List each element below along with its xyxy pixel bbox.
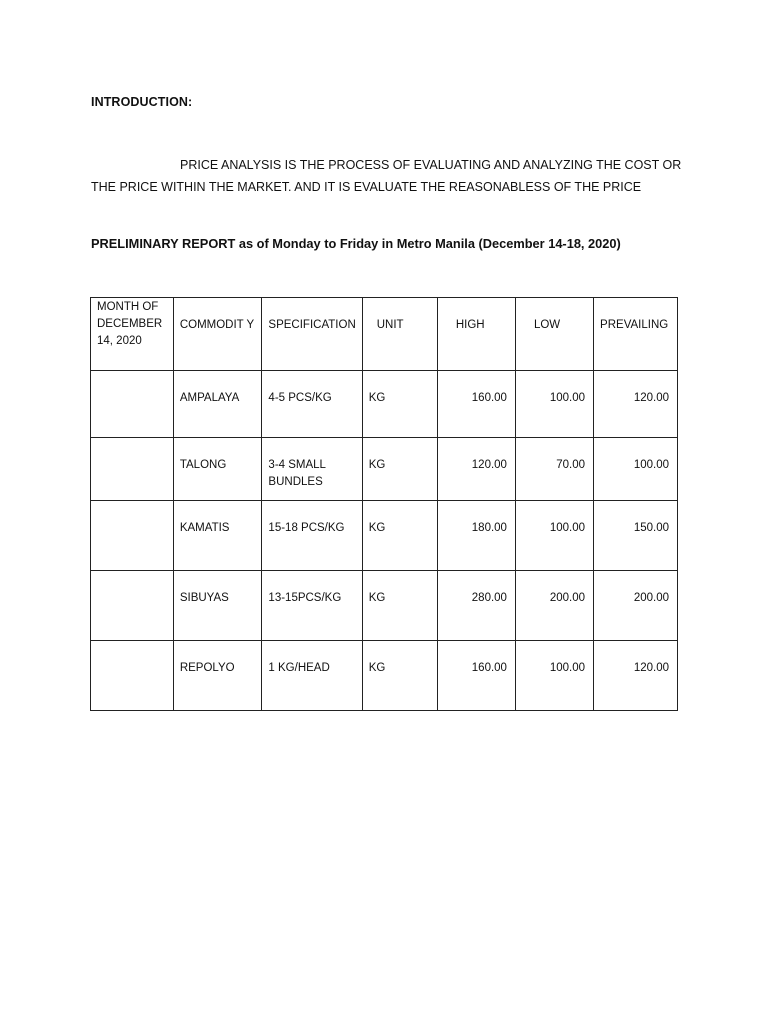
table-row [91, 438, 678, 501]
cell-low: 100.00 [515, 641, 593, 711]
cell-prevailing: 120.00 [594, 371, 678, 438]
cell-prevailing: 150.00 [594, 501, 678, 571]
header-unit: UNIT [362, 298, 437, 371]
header-prevailing: PREVAILING [594, 298, 678, 371]
cell-low: 200.00 [515, 571, 593, 641]
cell-specification: 1 KG/HEAD [262, 641, 362, 711]
cell-unit: KG [362, 438, 437, 501]
cell-unit: KG [362, 571, 437, 641]
cell-unit: KG [362, 371, 437, 438]
cell-high: 160.00 [437, 371, 515, 438]
cell-commodity: SIBUYAS [173, 571, 262, 641]
header-commodity: COMMODIT Y [173, 298, 262, 371]
cell-low: 100.00 [515, 371, 593, 438]
cell-prevailing: 100.00 [594, 438, 678, 501]
cell-prevailing: 120.00 [594, 641, 678, 711]
header-low: LOW [515, 298, 593, 371]
cell-unit: KG [362, 641, 437, 711]
cell-month [91, 371, 174, 438]
cell-high: 160.00 [437, 641, 515, 711]
cell-commodity: REPOLYO [173, 641, 262, 711]
cell-month [91, 438, 174, 501]
cell-commodity: KAMATIS [173, 501, 262, 571]
cell-high: 120.00 [437, 438, 515, 501]
cell-high: 280.00 [437, 571, 515, 641]
table-row [91, 501, 678, 571]
cell-month [91, 501, 174, 571]
cell-month [91, 571, 174, 641]
price-table [90, 297, 678, 711]
table-row [91, 641, 678, 711]
cell-specification: 4-5 PCS/KG [262, 371, 362, 438]
cell-commodity: AMPALAYA [173, 371, 262, 438]
table-row [91, 571, 678, 641]
paragraph-line-2: THE PRICE WITHIN THE MARKET. AND IT IS EVALUATE THE REASONABLESS OF THE PRICE [91, 180, 642, 194]
table-header-row [91, 298, 678, 371]
header-specification: SPECIFICATION [262, 298, 362, 371]
introduction-paragraph [91, 154, 691, 198]
cell-month [91, 641, 174, 711]
cell-unit: KG [362, 501, 437, 571]
cell-low: 70.00 [515, 438, 593, 501]
header-high: HIGH [437, 298, 515, 371]
cell-high: 180.00 [437, 501, 515, 571]
cell-specification: 15-18 PCS/KG [262, 501, 362, 571]
cell-specification: 13-15PCS/KG [262, 571, 362, 641]
cell-low: 100.00 [515, 501, 593, 571]
paragraph-line-1: PRICE ANALYSIS IS THE PROCESS OF EVALUATING AND ANALYZING THE COST OR [180, 158, 682, 172]
introduction-heading: INTRODUCTION: [91, 95, 193, 109]
cell-specification: 3-4 SMALL BUNDLES [262, 438, 362, 501]
header-month: MONTH OF DECEMBER 14, 2020 [91, 298, 174, 371]
cell-prevailing: 200.00 [594, 571, 678, 641]
table-row [91, 371, 678, 438]
cell-commodity: TALONG [173, 438, 262, 501]
report-title: PRELIMINARY REPORT as of Monday to Friday in Metro Manila (December 14-18, 2020) [91, 236, 621, 251]
